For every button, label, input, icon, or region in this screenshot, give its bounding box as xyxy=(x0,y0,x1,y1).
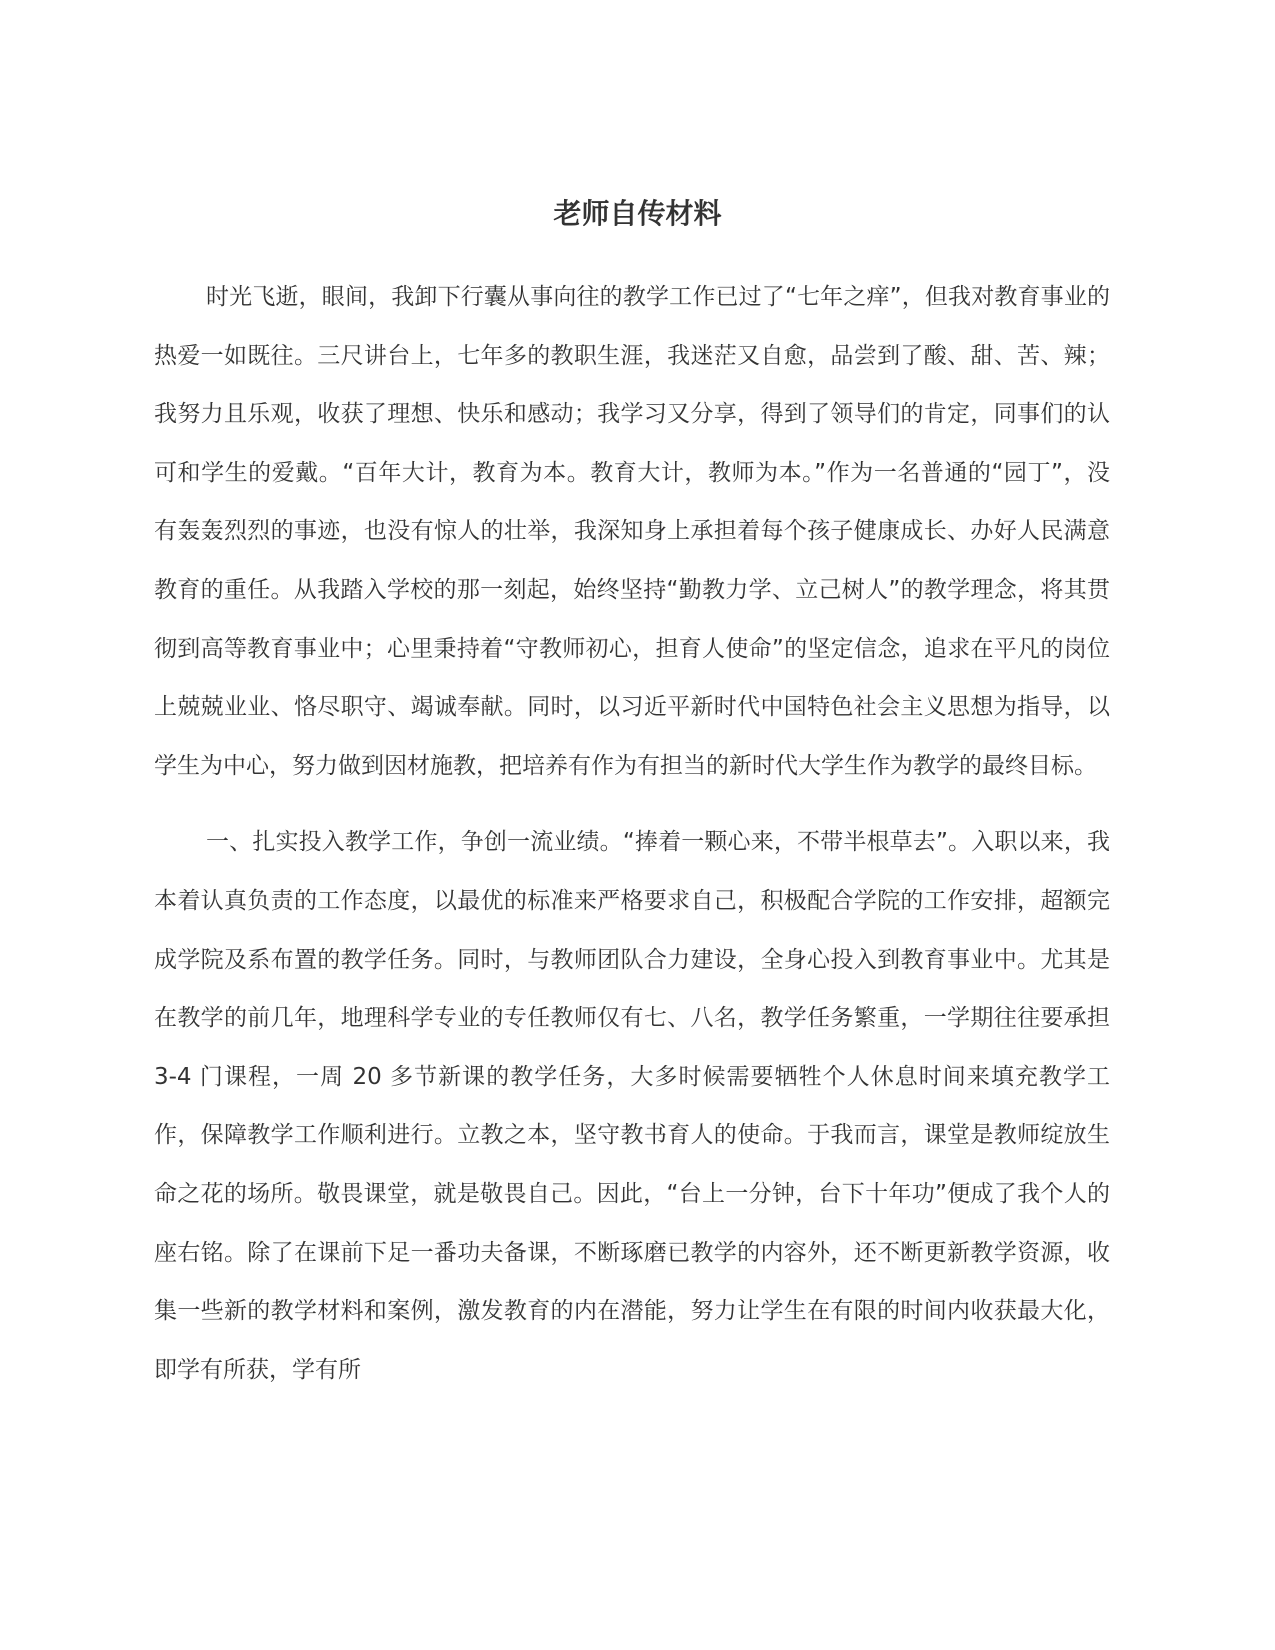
document-title: 老师自传材料 xyxy=(553,197,722,230)
paragraph-intro: 时光飞逝，眼间，我卸下行囊从事向往的教学工作已过了“七年之痒”，但我对教育事业的热爱一如既往。三尺讲台上，七年多的教职生涯，我迷茫又自愈，品尝到了酸、甜、苦、辣；我努力且乐观，收获了理想、快乐和感动；我学习又分享，得到了领导们的肯定，同事们的认可和学生的爱戴。“百年大计，教育为本。教育大计，教师为本。”作为一名普通的“园丁”，没有轰轰烈烈的事迹，也没有惊人的壮举，我深知身上承担着每个孩子健康成长、办好人民满意教育的重任。从我踏入学校的那一刻起，始终坚持“勤教力学、立己树人”的教学理念，将其贯彻到高等教育事业中；心里秉持着“守教师初心，担育人使命”的坚定信念，追求在平凡的岗位上兢兢业业、恪尽职守、竭诚奉献。同时，以习近平新时代中国特色社会主义思想为指导，以学生为中心，努力做到因材施教，把培养有作为有担当的新时代大学生作为教学的最终目标。 xyxy=(154,284,1110,779)
document-body xyxy=(154,268,1110,1417)
paragraph-section-one: 一、扎实投入教学工作，争创一流业绩。“捧着一颗心来，不带半根草去”。入职以来，我本着认真负责的工作态度，以最优的标准来严格要求自己，积极配合学院的工作安排，超额完成学院及系布置的教学任务。同时，与教师团队合力建设，全身心投入到教育事业中。尤其是在教学的前几年，地理科学专业的专任教师仅有七、八名，教学任务繁重，一学期往往要承担 3-4 门课程，一周 20 多节新课的教学任务，大多时候需要牺牲个人休息时间来填充教学工作，保障教学工作顺利进行。立教之本，坚守教书育人的使命。于我而言，课堂是教师绽放生命之花的场所。敬畏课堂，就是敬畏自己。因此，“台上一分钟，台下十年功”便成了我个人的座右铭。除了在课前下足一番功夫备课，不断琢磨已教学的内容外，还不断更新教学资源，收集一些新的教学材料和案例，激发教育的内在潜能，努力让学生在有限的时间内收获最大化，即学有所获，学有所 xyxy=(154,829,1110,1383)
